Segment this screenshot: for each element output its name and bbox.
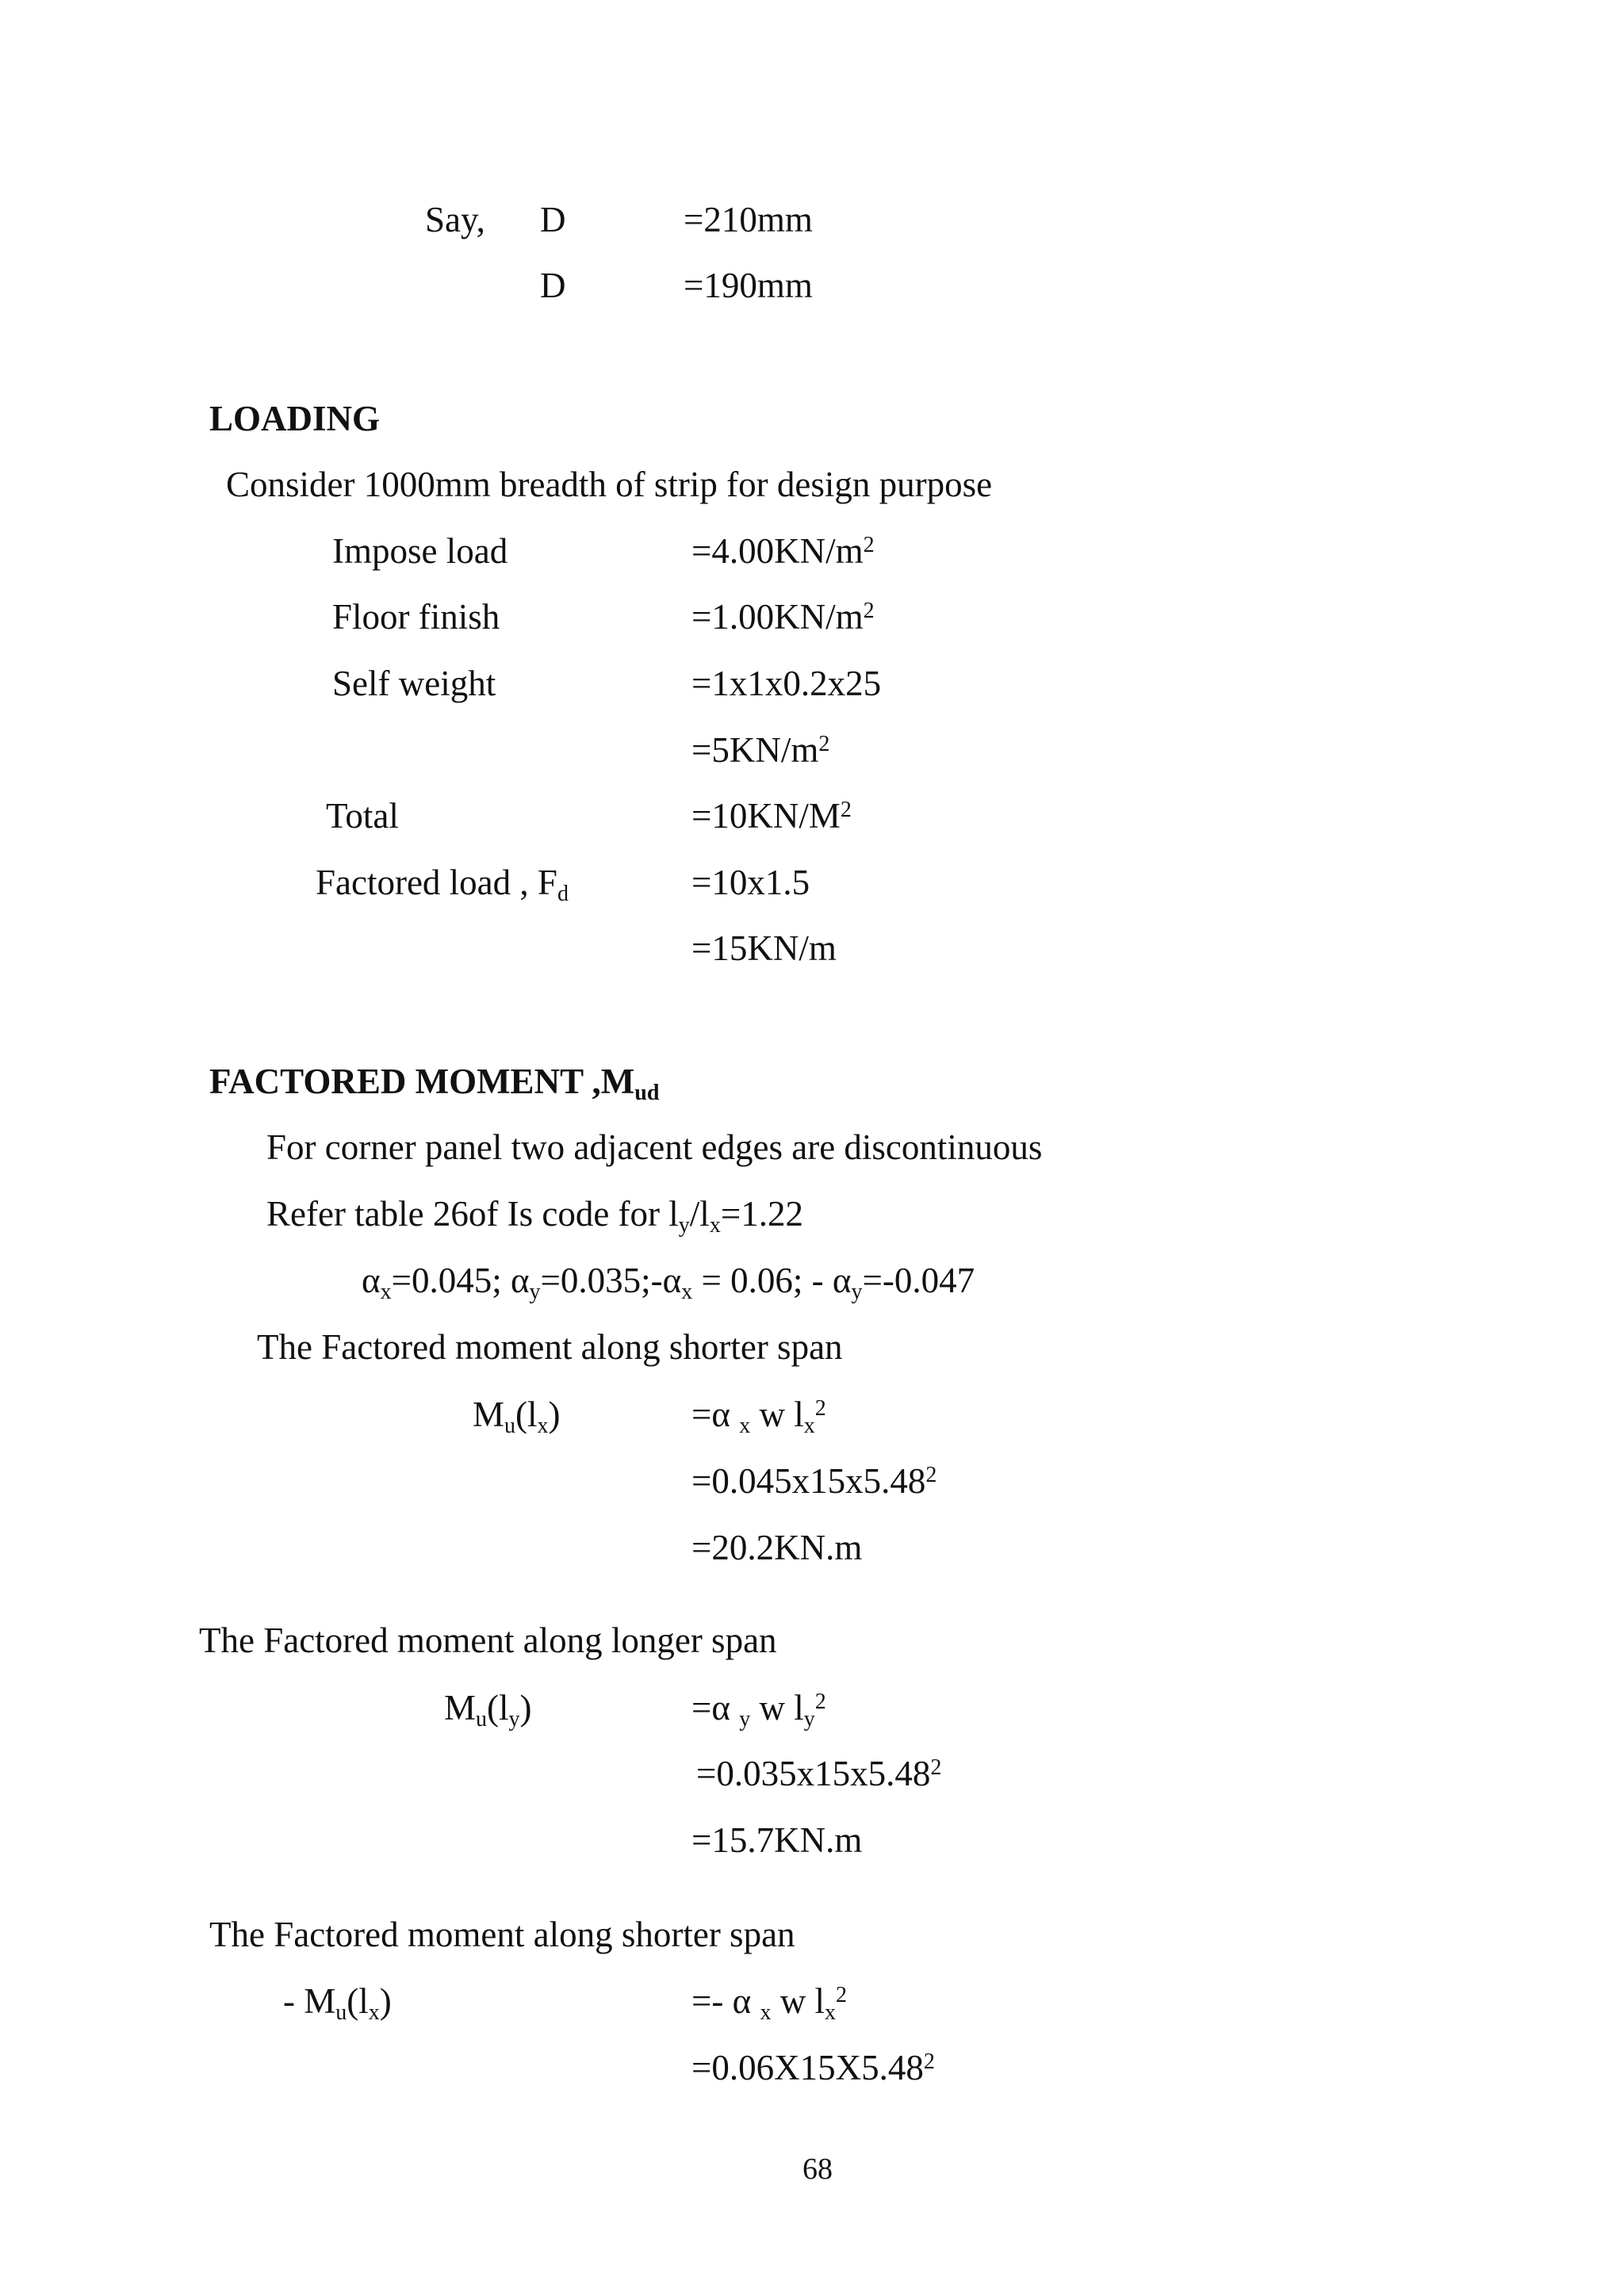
say-label: Say, [425, 200, 485, 239]
floor-finish-value: $=1.00KN/m^2$ [691, 597, 875, 637]
impose-load-value: $=4.00KN/m^2$ [691, 531, 875, 571]
mu-lx-result: =20.2KN.m [691, 1528, 863, 1567]
longer-span-heading: The Factored moment along longer span [199, 1621, 777, 1660]
factored-moment-heading: FACTORED MOMENT $,M_{ud}$ [209, 1062, 660, 1105]
self-weight-result: $=5KN/m^2$ [691, 730, 830, 770]
neg-mu-lx-substitution: $=0.06X15X5.48^2$ [691, 2048, 935, 2087]
factored-load-value: =10x1.5 [691, 863, 810, 902]
total-value: $=10KN/M^2$ [691, 796, 852, 836]
d-symbol-1: D [540, 200, 566, 239]
loading-intro: Consider 1000mm breadth of strip for design purpose [226, 465, 993, 504]
floor-finish-label: Floor finish [332, 597, 500, 637]
neg-mu-lx-label: - $M_u(l_x)$ [283, 1981, 392, 2025]
mu-lx-substitution: $=0.045x15x5.48^2$ [691, 1461, 937, 1501]
mu-lx-label: $M_u(l_x)$ [473, 1395, 561, 1438]
page-number: 68 [802, 2152, 833, 2186]
d-value-1: =210mm [684, 200, 813, 239]
d-symbol-2: D [540, 266, 566, 305]
total-label: Total [326, 796, 399, 836]
self-weight-label: Self weight [332, 664, 496, 703]
factored-load-result: =15KN/m [691, 928, 837, 968]
neg-mu-lx-formula: =- α $_x$ w $l_x^2$ [691, 1981, 847, 2025]
mu-ly-formula: =α $_y$ w $l_y^2$ [691, 1688, 826, 1732]
mu-ly-substitution: $=0.035x15x5.48^2$ [696, 1754, 942, 1793]
mu-ly-label: $M_u(l_y)$ [444, 1688, 532, 1732]
factored-load-label: Factored load , $F_d$ [316, 863, 569, 906]
shorter-span-heading-negative: The Factored moment along shorter span [209, 1915, 795, 1954]
alpha-coefficients-line: $\alpha_x=0.045$; $\alpha_y=0.035;-\alpha_x = 0.06$; - $\alpha_y=-0.047$ [362, 1261, 975, 1304]
refer-table-line: Refer table 26of Is code for $l_y/l_x=1.22$ [266, 1194, 803, 1238]
self-weight-value: =1x1x0.2x25 [691, 664, 882, 703]
mu-lx-formula: =α $_x$ w $l_x^2$ [691, 1395, 826, 1438]
impose-load-label: Impose load [332, 531, 508, 571]
loading-heading: LOADING [209, 399, 381, 438]
corner-panel-line: For corner panel two adjacent edges are discontinuous [266, 1127, 1043, 1167]
d-value-2: =190mm [684, 266, 813, 305]
shorter-span-heading: The Factored moment along shorter span [257, 1327, 843, 1367]
mu-ly-result: =15.7KN.m [691, 1820, 863, 1860]
